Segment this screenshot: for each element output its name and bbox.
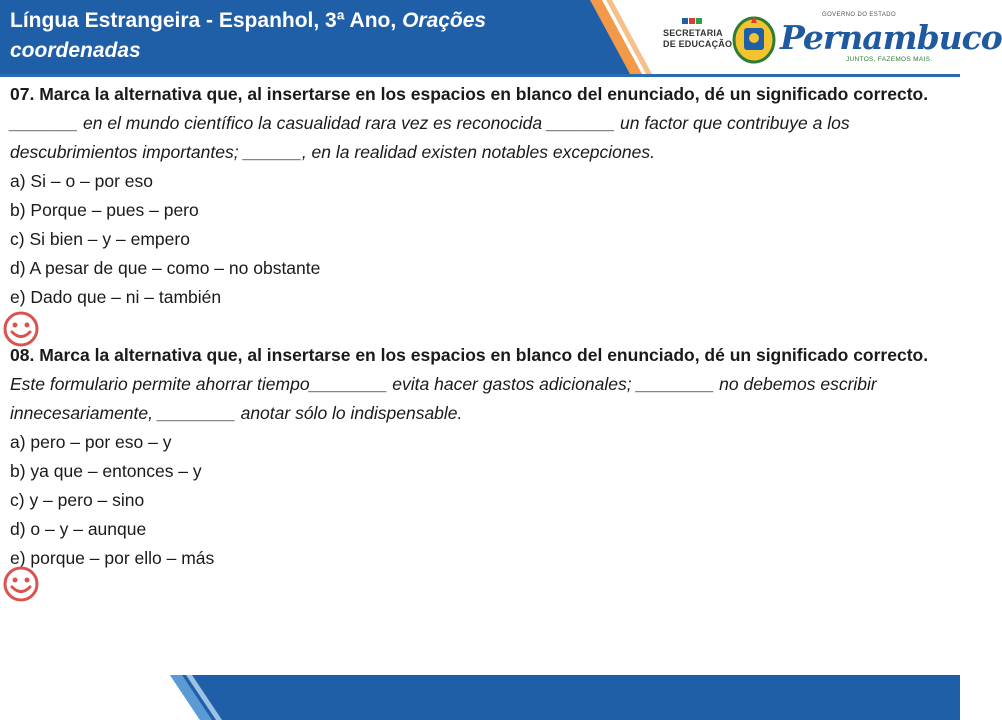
option-a[interactable]: a) Si – o – por eso	[10, 171, 153, 191]
brand-logo-text: Pernambuco	[780, 18, 1002, 57]
page-title: Língua Estrangeira - Espanhol, 3ª Ano, Orações coordenadas	[10, 9, 487, 62]
option-d[interactable]: d) A pesar de que – como – no obstante	[10, 258, 321, 278]
spacer	[10, 312, 945, 341]
option-e[interactable]: e) porque – por ello – más	[10, 548, 215, 568]
option-c[interactable]: c) y – pero – sino	[10, 490, 145, 510]
secretaria-label: SECRETARIA DE EDUCAÇÃO	[663, 28, 733, 49]
option-d[interactable]: d) o – y – aunque	[10, 519, 147, 539]
question-text: _______ en el mundo científico la casualidad rara vez es reconocida _______ un factor que contribuye a los descubrimientos importantes; ______, en la realidad existen notables excepciones.	[10, 113, 850, 162]
smiley-icon	[2, 565, 40, 603]
slogan: JUNTOS, FAZEMOS MAIS.	[846, 56, 933, 63]
smiley-icon	[2, 310, 40, 348]
option-b[interactable]: b) ya que – entonces – y	[10, 461, 202, 481]
question-08	[10, 341, 945, 573]
footer-banner	[0, 675, 960, 720]
question-title: 07. Marca la alternativa que, al insertarse en los espacios en blanco del enunciado, dé un significado correcto.	[10, 84, 929, 104]
question-text: Este formulario permite ahorrar tiempo________ evita hacer gastos adicionales; ________ no debemos escribir innecesariamente, ________ anotar sólo lo indispensable.	[10, 374, 877, 423]
gov-label: GOVERNO DO ESTADO	[822, 12, 897, 18]
option-a[interactable]: a) pero – por eso – y	[10, 432, 172, 452]
crest-icon	[732, 14, 776, 64]
option-c[interactable]: c) Si bien – y – empero	[10, 229, 190, 249]
question-07	[10, 80, 945, 312]
header-divider	[0, 74, 960, 77]
content	[10, 80, 945, 573]
header	[0, 0, 1002, 74]
option-b[interactable]: b) Porque – pues – pero	[10, 200, 199, 220]
question-title: 08. Marca la alternativa que, al insertarse en los espacios en blanco del enunciado, dé un significado correcto.	[10, 345, 929, 365]
option-e[interactable]: e) Dado que – ni – también	[10, 287, 222, 307]
